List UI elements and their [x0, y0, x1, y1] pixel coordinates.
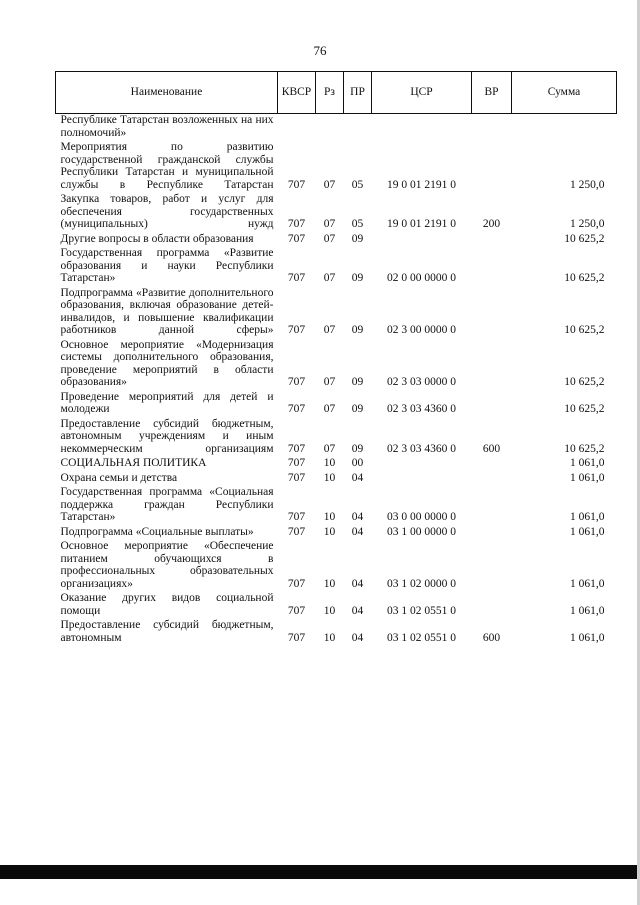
cell-sum: 1 061,0 — [570, 511, 605, 523]
cell-kvsr: 707 — [287, 403, 306, 415]
cell-sum: 10 625,2 — [564, 376, 605, 388]
cell-sum: 10 625,2 — [564, 232, 605, 245]
table-row — [56, 233, 617, 248]
cell-name: Основное мероприятие «Обеспечение питанием обучающихся в профессиональных образовательных организациях» — [60, 540, 274, 590]
cell-csr: 02 3 00 0000 0 — [387, 324, 456, 336]
cell-pr: 09 — [351, 376, 364, 388]
cell-rz: 10 — [323, 471, 336, 484]
cell-csr: 03 1 02 0000 0 — [387, 577, 456, 590]
cell-kvsr: 707 — [287, 232, 306, 245]
budget-table — [55, 71, 617, 646]
cell-rz: 10 — [323, 525, 336, 538]
cell-kvsr: 707 — [287, 525, 306, 538]
cell-vr — [472, 526, 512, 541]
cell-vr — [472, 391, 512, 418]
table-row — [56, 391, 617, 418]
cell-vr — [472, 287, 512, 339]
cell-kvsr: 707 — [287, 511, 306, 523]
cell-csr: 03 0 00 0000 0 — [387, 511, 456, 523]
cell-vr — [472, 247, 512, 287]
cell-name: Охрана семьи и детства — [60, 471, 178, 484]
table-row — [56, 457, 617, 472]
cell-csr: 02 3 03 0000 0 — [387, 376, 456, 388]
cell-kvsr: 707 — [287, 272, 306, 284]
cell-kvsr: 707 — [287, 577, 306, 590]
table-row — [56, 472, 617, 487]
table-row — [56, 141, 617, 193]
cell-pr: 04 — [351, 525, 364, 538]
cell-csr — [372, 472, 472, 487]
cell-csr — [372, 457, 472, 472]
cell-rz: 10 — [323, 577, 336, 590]
cell-pr: 04 — [351, 577, 364, 590]
cell-rz: 07 — [323, 232, 336, 245]
cell-vr: 600 — [482, 631, 501, 644]
table-row — [56, 592, 617, 619]
cell-kvsr: 707 — [287, 178, 306, 191]
cell-pr: 04 — [351, 604, 364, 617]
cell-vr — [472, 457, 512, 472]
cell-name: Мероприятия по развитию государственной гражданской службы Республики Татарстан и муниципальной службы в Республике Татарстан — [60, 141, 274, 191]
header-sum: Сумма — [512, 72, 617, 114]
header-rz: Рз — [316, 72, 344, 114]
table-row — [56, 526, 617, 541]
cell-csr: 02 3 03 4360 0 — [387, 403, 456, 415]
cell-name: Предоставление субсидий бюджетным, автономным — [60, 619, 274, 644]
cell-sum: 1 061,0 — [570, 471, 605, 484]
table-row — [56, 619, 617, 646]
cell-kvsr: 707 — [287, 218, 306, 230]
cell-pr: 09 — [351, 232, 364, 245]
cell-rz: 07 — [323, 178, 336, 191]
cell-rz: 10 — [323, 457, 336, 469]
cell-csr: 03 1 02 0551 0 — [387, 604, 456, 617]
table-header-row — [56, 72, 617, 114]
table-row — [56, 339, 617, 391]
cell-sum: 1 061,0 — [570, 604, 605, 617]
cell-name: Закупка товаров, работ и услуг для обеспечения государственных (муниципальных) нужд — [60, 193, 274, 230]
cell-name: Государственная программа «Развитие образования и науки Республики Татарстан» — [60, 247, 274, 284]
cell-kvsr: 707 — [287, 604, 306, 617]
cell-sum: 1 061,0 — [570, 525, 605, 538]
cell-name: Основное мероприятие «Модернизация системы дополнительного образования, проведение мероприятий в области образования» — [60, 338, 274, 388]
cell-rz: 10 — [323, 631, 336, 644]
cell-sum: 10 625,2 — [564, 272, 605, 284]
cell-pr: 04 — [351, 631, 364, 644]
cell-name: Государственная программа «Социальная поддержка граждан Республики Татарстан» — [60, 486, 274, 523]
cell-rz: 07 — [323, 272, 336, 284]
cell-vr — [472, 114, 512, 142]
cell-pr: 05 — [351, 178, 364, 191]
cell-csr: 19 0 01 2191 0 — [387, 178, 456, 191]
cell-pr: 04 — [351, 511, 364, 523]
header-kvsr: КВСР — [278, 72, 316, 114]
cell-csr: 02 3 03 4360 0 — [387, 442, 456, 455]
cell-csr — [372, 114, 472, 142]
cell-rz: 10 — [323, 604, 336, 617]
cell-pr: 09 — [351, 403, 364, 415]
cell-vr — [472, 592, 512, 619]
cell-vr — [472, 486, 512, 526]
header-name: Наименование — [56, 72, 278, 114]
cell-kvsr: 707 — [287, 631, 306, 644]
cell-rz: 10 — [323, 511, 336, 523]
cell-name: Подпрограмма «Развитие дополнительного образования, включая образование детей-инвалидов, и повышение квалификации работников данной сферы» — [60, 286, 274, 336]
cell-name: Проведение мероприятий для детей и молодежи — [60, 390, 274, 415]
cell-kvsr: 707 — [287, 442, 306, 455]
cell-csr: 03 1 02 0551 0 — [387, 631, 456, 644]
cell-sum: 10 625,2 — [564, 442, 605, 455]
cell-vr — [472, 233, 512, 248]
table-row — [56, 247, 617, 287]
header-vr: ВР — [472, 72, 512, 114]
table-row — [56, 540, 617, 592]
table-row — [56, 486, 617, 526]
cell-sum: 1 061,0 — [570, 577, 605, 590]
cell-pr: 05 — [351, 218, 364, 230]
cell-csr: 02 0 00 0000 0 — [387, 272, 456, 284]
cell-sum: 1 061,0 — [570, 631, 605, 644]
table-row — [56, 114, 617, 142]
cell-name: Предоставление субсидий бюджетным, автономным учреждениям и иным некоммерческим организациям — [60, 417, 274, 455]
cell-name: СОЦИАЛЬНАЯ ПОЛИТИКА — [60, 457, 207, 469]
cell-csr: 03 1 00 0000 0 — [387, 525, 456, 538]
page-number: 76 — [313, 43, 327, 58]
cell-sum: 1 250,0 — [570, 218, 605, 230]
cell-vr — [472, 141, 512, 193]
cell-vr — [472, 339, 512, 391]
cell-sum: 1 061,0 — [570, 457, 605, 469]
cell-csr: 19 0 01 2191 0 — [387, 218, 456, 230]
cell-rz: 07 — [323, 324, 336, 336]
scan-bottom-edge — [0, 865, 640, 879]
cell-pr: 04 — [351, 471, 364, 484]
table-row — [56, 418, 617, 458]
cell-rz: 07 — [323, 376, 336, 388]
cell-sum — [512, 114, 617, 142]
cell-sum: 1 250,0 — [570, 178, 605, 191]
cell-vr: 200 — [482, 218, 501, 230]
cell-kvsr: 707 — [287, 457, 306, 469]
header-pr: ПР — [344, 72, 372, 114]
cell-pr: 00 — [351, 457, 364, 469]
cell-vr: 600 — [482, 442, 501, 455]
cell-name: Республике Татарстан возложенных на них полномочий» — [60, 114, 274, 139]
table-row — [56, 193, 617, 233]
cell-csr — [372, 233, 472, 248]
cell-sum: 10 625,2 — [564, 403, 605, 415]
header-csr: ЦСР — [372, 72, 472, 114]
cell-kvsr: 707 — [287, 376, 306, 388]
cell-name: Оказание других видов социальной помощи — [60, 592, 274, 617]
cell-pr: 09 — [351, 272, 364, 284]
cell-kvsr: 707 — [287, 324, 306, 336]
cell-pr: 09 — [351, 324, 364, 336]
cell-kvsr: 707 — [287, 471, 306, 484]
cell-rz — [316, 114, 344, 142]
cell-rz: 07 — [323, 218, 336, 230]
cell-rz: 07 — [323, 403, 336, 415]
table-row — [56, 287, 617, 339]
cell-pr: 09 — [351, 442, 364, 455]
cell-vr — [472, 472, 512, 487]
cell-name: Другие вопросы в области образования — [60, 232, 254, 245]
cell-rz: 07 — [323, 442, 336, 455]
cell-kvsr — [278, 114, 316, 142]
cell-pr — [344, 114, 372, 142]
cell-sum: 10 625,2 — [564, 324, 605, 336]
cell-name: Подпрограмма «Социальные выплаты» — [60, 525, 254, 538]
cell-vr — [472, 540, 512, 592]
